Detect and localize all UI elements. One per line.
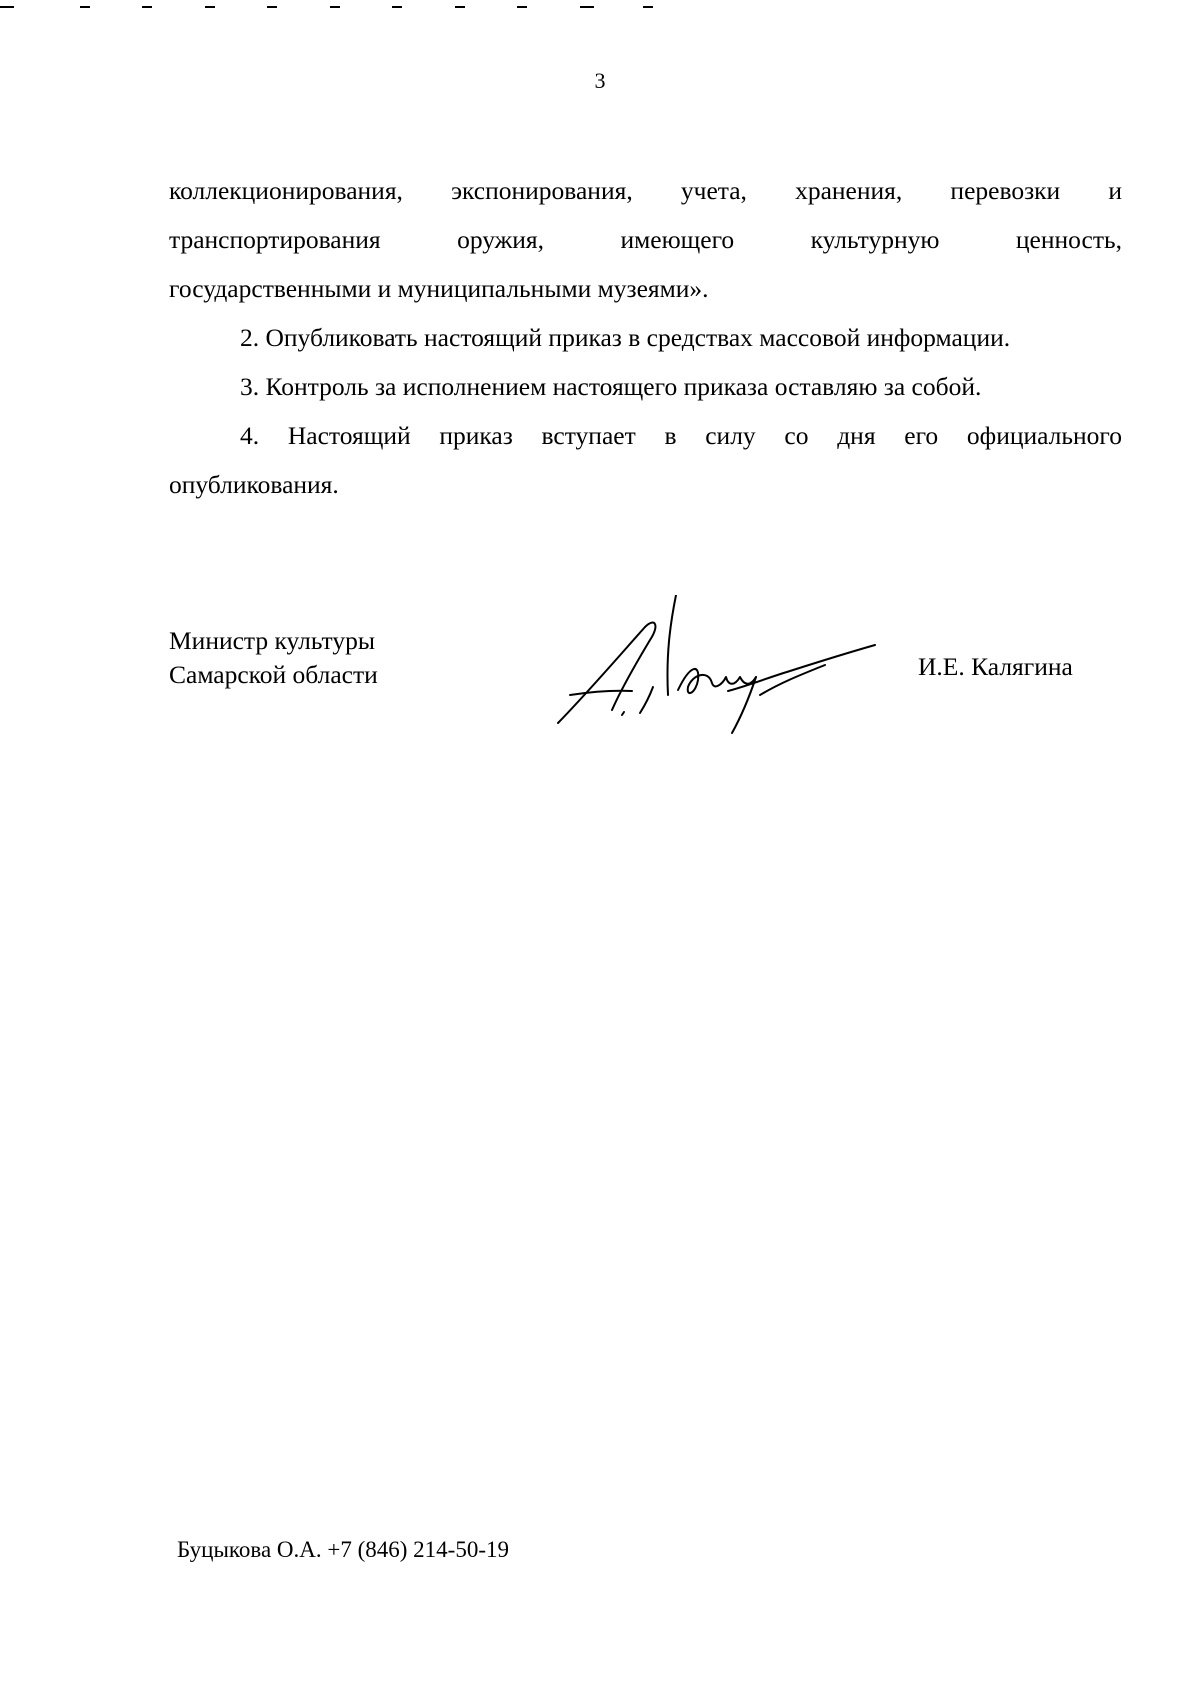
- item-2: 2. Опубликовать настоящий приказ в средствах массовой информации.: [240, 323, 1011, 352]
- signatory-position: [169, 624, 378, 692]
- scan-dash: [80, 6, 90, 8]
- paragraph-line-3: государственными и муниципальными музеями».: [169, 274, 709, 303]
- item-4-line-2: опубликования.: [169, 470, 339, 499]
- scan-artifact-dashes: [0, 0, 700, 12]
- position-line-1: Министр культуры: [169, 626, 375, 655]
- signatory-name: И.Е. Калягина: [918, 652, 1073, 681]
- scan-dash: [392, 6, 402, 8]
- scan-dash: [330, 6, 340, 8]
- scan-dash: [0, 6, 14, 8]
- item-4-line-1: 4. Настоящий приказ вступает в силу со дня его официального: [240, 421, 1122, 450]
- scan-dash: [517, 6, 527, 8]
- document-body: [169, 166, 1122, 509]
- scan-dash: [205, 6, 215, 8]
- scan-dash: [142, 6, 152, 8]
- paragraph-line-2: транспортирования оружия, имеющего культурную ценность,: [169, 225, 1122, 254]
- scan-dash: [267, 6, 277, 8]
- handwritten-signature-icon: [550, 595, 900, 735]
- position-line-2: Самарской области: [169, 660, 378, 689]
- scan-dash: [580, 6, 594, 8]
- scan-dash: [643, 6, 653, 8]
- paragraph-line-1: коллекционирования, экспонирования, учета, хранения, перевозки и: [169, 176, 1122, 205]
- item-3: 3. Контроль за исполнением настоящего приказа оставляю за собой.: [240, 372, 982, 401]
- page-number: 3: [594, 68, 606, 93]
- footer-contact: Буцыкова О.А. +7 (846) 214-50-19: [177, 1537, 509, 1562]
- scan-dash: [455, 6, 465, 8]
